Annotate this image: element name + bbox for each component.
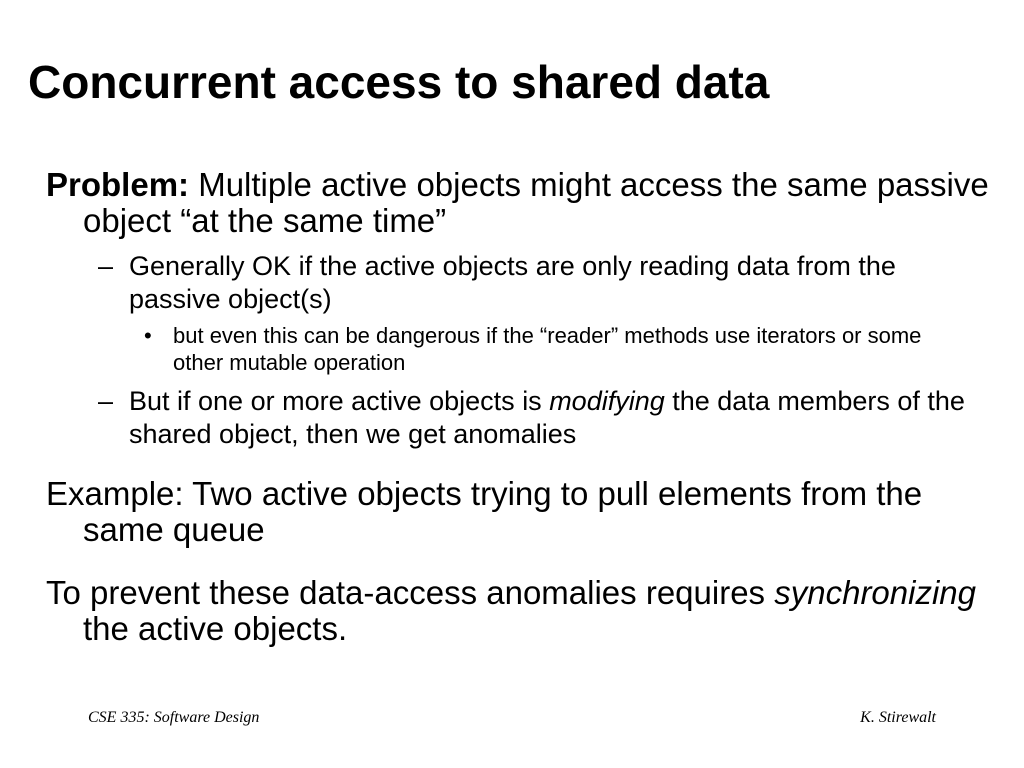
- sub-point-modifying: [98, 385, 989, 451]
- example-text: Example: Two active objects trying to pull elements from the same queue: [46, 475, 923, 548]
- sub-point-reading: [98, 250, 989, 316]
- prevent-paragraph: [46, 575, 1003, 647]
- bullet-marker: •: [144, 323, 152, 348]
- problem-label: Problem:: [46, 166, 190, 203]
- sub-sub-point-iterators-text: but even this can be dangerous if the “reader” methods use iterators or some other mutable operation: [173, 323, 922, 375]
- dash-marker: –: [98, 251, 114, 281]
- footer-author: K. Stirewalt: [860, 709, 936, 726]
- sub-point-modifying-text-after: the data members of the shared object, then we get anomalies: [129, 386, 965, 449]
- sub-sub-point-iterators: [144, 322, 973, 376]
- footer-course: CSE 335: Software Design: [88, 709, 260, 726]
- example-paragraph: [46, 476, 1003, 548]
- sub-point-reading-text: Generally OK if the active objects are only reading data from the passive object(s): [129, 251, 896, 314]
- sub-point-modifying-text-before: But if one or more active objects is: [129, 386, 550, 416]
- modifying-emphasis: modifying: [549, 386, 665, 416]
- prevent-text-before: To prevent these data-access anomalies requires: [46, 574, 775, 611]
- dash-marker: –: [98, 386, 114, 416]
- problem-text: Multiple active objects might access the same passive object “at the same time”: [83, 166, 989, 239]
- slide-title: Concurrent access to shared data: [28, 56, 770, 108]
- synchronizing-emphasis: synchronizing: [774, 574, 977, 611]
- prevent-text-after: the active objects.: [83, 610, 348, 647]
- problem-paragraph: [46, 167, 1003, 239]
